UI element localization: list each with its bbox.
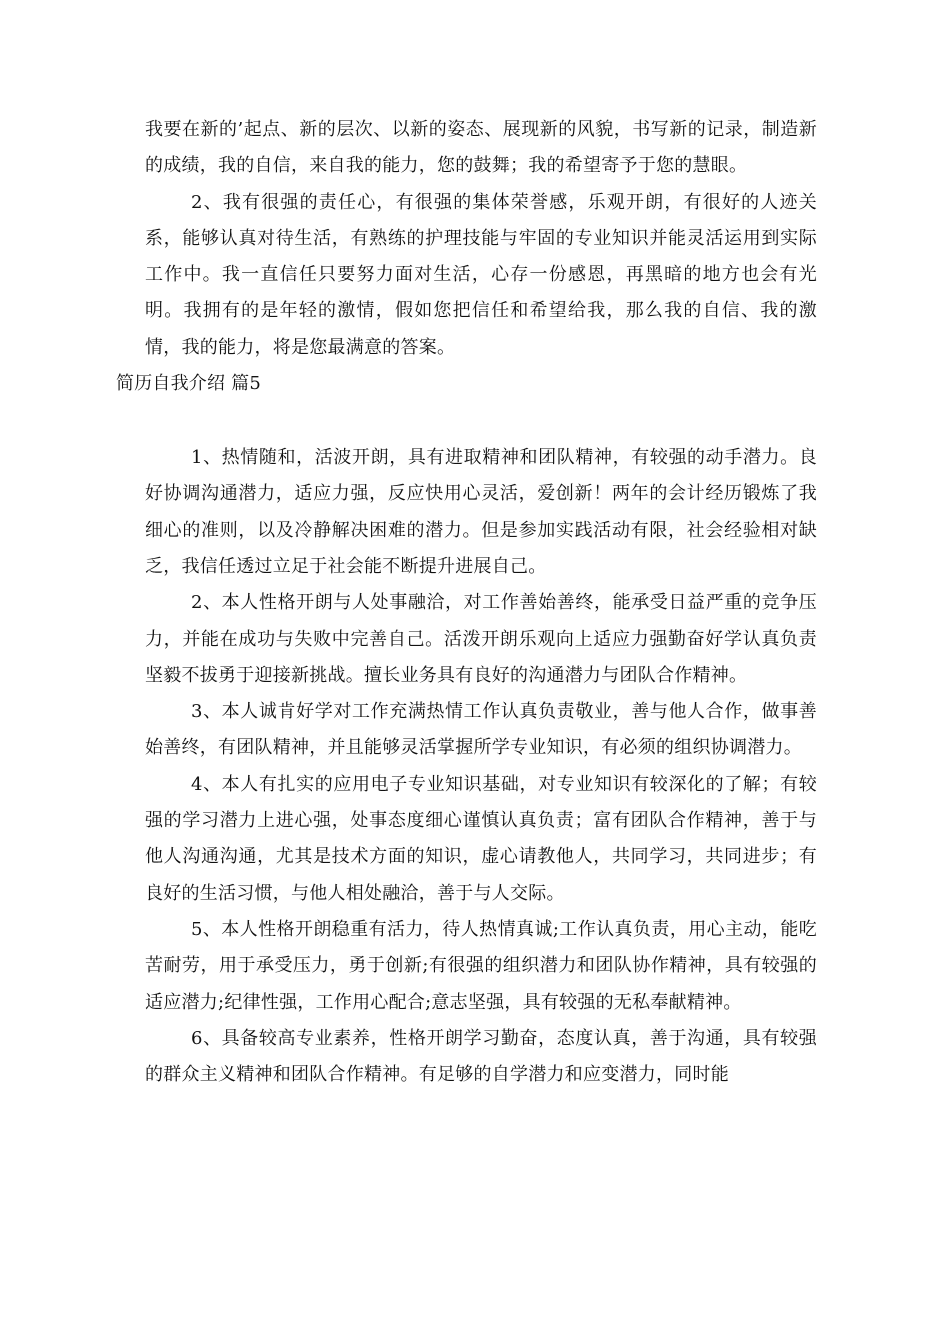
paragraph-item-3: 3、本人诚肯好学对工作充满热情工作认真负责敬业，善与他人合作，做事善始善终，有团队精神，并且能够灵活掌握所学专业知识，有必须的组织协调潜力。 <box>145 701 817 759</box>
paragraph-item-4: 4、本人有扎实的应用电子专业知识基础，对专业知识有较深化的了解；有较强的学习潜力上进心强，处事态度细心谨慎认真负责；富有团队合作精神，善于与他人沟通沟通，尤其是技术方面的知识，虚心请教他人，共同学习，共同进步；有良好的生活习惯，与他人相处融洽，善于与人交际。 <box>145 773 817 904</box>
document-body <box>116 112 817 1093</box>
paragraph-item-6: 6、具备较高专业素养，性格开朗学习勤奋，态度认真，善于沟通，具有较强的群众主义精神和团队合作精神。有足够的自学潜力和应变潜力，同时能 <box>145 1027 817 1086</box>
paragraph-item-1: 1、热情随和，活波开朗，具有进取精神和团队精神，有较强的动手潜力。良好协调沟通潜力，适应力强，反应快用心灵活，爱创新！两年的会计经历锻炼了我细心的准则，以及冷静解决困难的潜力。但是参加实践活动有限，社会经验相对缺乏，我信任透过立足于社会能不断提升进展自己。 <box>145 447 817 577</box>
paragraph-item-2b: 2、本人性格开朗与人处事融洽，对工作善始善终，能承受日益严重的竞争压力，并能在成功与失败中完善自己。活泼开朗乐观向上适应力强勤奋好学认真负责坚毅不拔勇于迎接新挑战。擅长业务具有良好的沟通潜力与团队合作精神。 <box>145 592 817 686</box>
paragraph-item-2: 2、我有很强的责任心，有很强的集体荣誉感，乐观开朗，有很好的人迹关系，能够认真对待生活，有熟练的护理技能与牢固的专业知识并能灵活运用到实际工作中。我一直信任只要努力面对生活，心存一份感恩，再黑暗的地方也会有光明。我拥有的是年轻的激情，假如您把信任和希望给我，那么我的自信、我的激情，我的能力，将是您最满意的答案。 <box>145 191 817 358</box>
paragraph-continuation: 我要在新的’起点、新的层次、以新的姿态、展现新的风貌，书写新的记录，制造新的成绩，我的自信，来自我的能力，您的鼓舞；我的希望寄予于您的慧眼。 <box>145 119 817 177</box>
paragraph-item-5: 5、本人性格开朗稳重有活力，待人热情真诚;工作认真负责，用心主动，能吃苦耐劳，用于承受压力，勇于创新;有很强的组织潜力和团队协作精神，具有较强的适应潜力;纪律性强，工作用心配合;意志坚强，具有较强的无私奉献精神。 <box>145 918 817 1013</box>
section-heading: 简历自我介绍 篇5 <box>116 373 261 395</box>
section-spacer <box>145 402 817 440</box>
